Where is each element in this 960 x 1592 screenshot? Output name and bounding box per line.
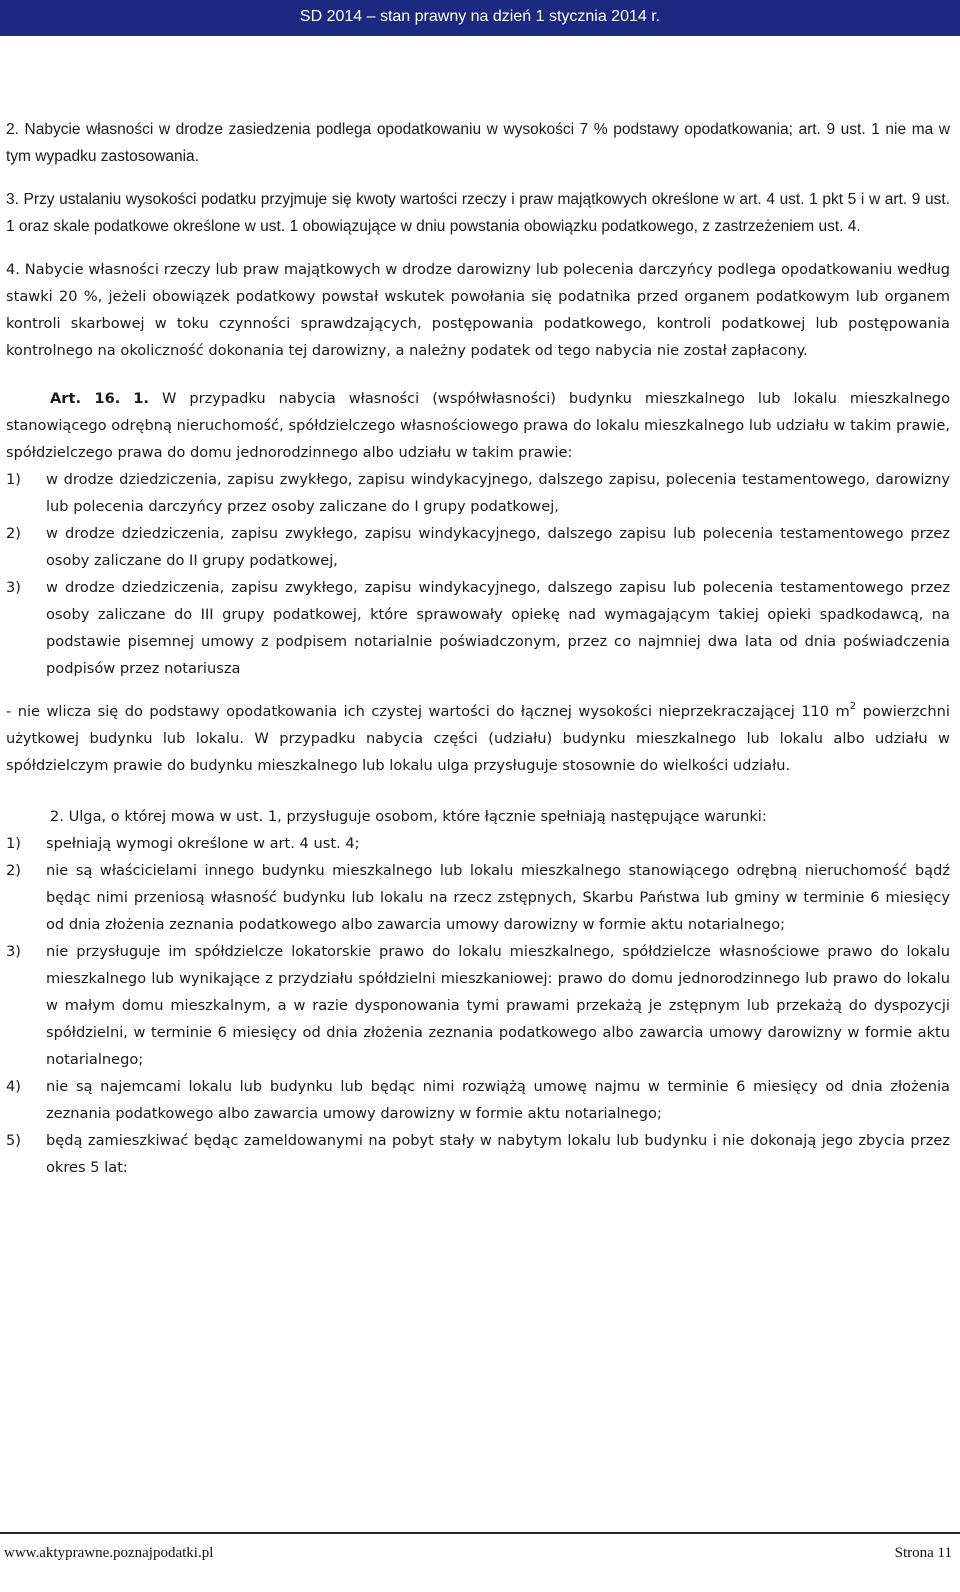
- dash-paragraph-end: powierzchni użytkowej budynku lub lokalu. W przypadku nabycia części (udziału) budynku mieszkalnego lub lokalu albo udziału w spółdzielczym prawie do budynku mieszkalnego lub lokalu ulga przysługuje stosownie do wielkości udziału.: [6, 703, 950, 774]
- dash-paragraph: [6, 698, 950, 779]
- paragraph-3: 3. Przy ustalaniu wysokości podatku przyjmuje się kwoty wartości rzeczy i praw majątkowych określone w art. 4 ust. 1 pkt 5 i w art. 9 ust. 1 oraz skale podatkowe określone w ust. 1 obowiązujące w dniu powstania obowiązku podatkowego, z zastrzeżeniem ust. 4.: [6, 191, 950, 235]
- paragraph-4-text: 4. Nabycie własności rzeczy lub praw majątkowych w drodze darowizny lub polecenia darczyńcy podlega opodatkowaniu według stawki 20 %, jeżeli obowiązek podatkowy powstał wskutek powołania się podatnika przed organem podatkowym lub organem kontroli skarbowej w toku czynności sprawdzających, postępowania podatkowego, kontroli podatkowej lub postępowania kontrolnego na okoliczność dokonania tej darowizny, a należny podatek od tego nabycia nie został zapłacony.: [6, 261, 950, 359]
- paragraph-2: 2. Nabycie własności w drodze zasiedzenia podlega opodatkowaniu w wysokości 7 % podstawy opodatkowania; art. 9 ust. 1 nie ma w tym wypadku zastosowania.: [6, 121, 950, 165]
- page-header-title: SD 2014 – stan prawny na dzień 1 stycznia 2014 r.: [299, 8, 661, 25]
- list-item: [6, 466, 950, 520]
- list-item: [6, 520, 950, 574]
- article-16: [6, 385, 950, 466]
- document-body: [6, 116, 950, 1181]
- footer-divider: [0, 1532, 960, 1534]
- list-item-number: 1): [6, 835, 21, 852]
- article-16-number: 1.: [133, 390, 149, 407]
- list-item-number: 3): [6, 943, 21, 960]
- list-item-text: w drodze dziedziczenia, zapisu zwykłego, zapisu windykacyjnego, dalszego zapisu lub polecenia testamentowego przez osoby zaliczane do III grupy podatkowej, które sprawowały opiekę nad wymagającym takiej opieki spadkodawcą, na podstawie pisemnej umowy z podpisem notarialnie poświadczonym, przez co najmniej dwa lata od dnia poświadczenia podpisów przez notariusza: [46, 579, 950, 677]
- list-item: [6, 857, 950, 938]
- footer-page-number: Strona 11: [894, 1545, 952, 1561]
- list-item-number: 2): [6, 525, 21, 542]
- list-item-text: nie przysługuje im spółdzielcze lokatorskie prawo do lokalu mieszkalnego, spółdzielcze własnościowe prawo do lokalu mieszkalnego lub wynikające z przydziału spółdzielni mieszkaniowej: prawo do domu jednorodzinnego lub prawo do lokalu w małym domu mieszkalnym, a w razie dysponowania tymi prawami przekażą je zstępnym lub przekażą do dyspozycji spółdzielni, w terminie 6 miesięcy od dnia złożenia zeznania podatkowego albo zawarcia umowy darowizny w formie aktu notarialnego;: [46, 943, 950, 1068]
- list-item: [6, 938, 950, 1073]
- article-16-text: W przypadku nabycia własności (współwłasności) budynku mieszkalnego lub lokalu mieszkalnego stanowiącego odrębną nieruchomość, spółdzielczego własnościowego prawa do lokalu mieszkalnego lub udziału w takim prawie, spółdzielczego prawa do domu jednorodzinnego albo udziału w takim prawie:: [6, 390, 951, 461]
- superscript-2: 2: [849, 701, 857, 712]
- list-item-number: 1): [6, 471, 21, 488]
- paragraph-4: [6, 256, 950, 364]
- list-item-text: nie są najemcami lokalu lub budynku lub będąc nimi rozwiążą umowę najmu w terminie 6 miesięcy od dnia złożenia zeznania podatkowego albo zawarcia umowy darowizny w formie aktu notarialnego;: [46, 1078, 950, 1122]
- list-item: [6, 1073, 950, 1127]
- list-item-text: spełniają wymogi określone w art. 4 ust. 4;: [46, 835, 360, 852]
- list-acquisition-modes: [6, 466, 950, 682]
- list-item-text: będą zamieszkiwać będąc zameldowanymi na pobyt stały w nabytym lokalu lub budynku i nie dokonają jego zbycia przez okres 5 lat:: [46, 1132, 950, 1176]
- list-item-text: nie są właścicielami innego budynku mieszkalnego lub lokalu mieszkalnego stanowiącego odrębną nieruchomość bądź będąc nimi przeniosą własność budynku lub lokalu na rzecz zstępnych, Skarbu Państwa lub gminy w terminie 6 miesięcy od dnia złożenia zeznania podatkowego albo zawarcia umowy darowizny w formie aktu notarialnego;: [46, 862, 950, 933]
- list-item-text: w drodze dziedziczenia, zapisu zwykłego, zapisu windykacyjnego, dalszego zapisu, polecenia testamentowego, darowizny lub polecenia darczyńcy przez osoby zaliczane do I grupy podatkowej,: [46, 471, 950, 515]
- list-conditions: [6, 830, 950, 1181]
- paragraph-ulga: 2. Ulga, o której mowa w ust. 1, przysługuje osobom, które łącznie spełniają następujące warunki:: [50, 808, 767, 825]
- list-item-text: w drodze dziedziczenia, zapisu zwykłego, zapisu windykacyjnego, dalszego zapisu lub polecenia testamentowego przez osoby zaliczane do II grupy podatkowej,: [46, 525, 950, 569]
- list-item: [6, 1127, 950, 1181]
- dash-paragraph-start: - nie wlicza się do podstawy opodatkowania ich czystej wartości do łącznej wysokości nieprzekraczającej 110 m: [6, 703, 850, 720]
- list-item-number: 3): [6, 579, 21, 596]
- article-16-label: Art. 16.: [50, 390, 121, 407]
- list-item: [6, 574, 950, 682]
- footer-website-link[interactable]: www.aktyprawne.poznajpodatki.pl: [4, 1545, 214, 1561]
- list-item: [6, 830, 950, 857]
- list-item-number: 5): [6, 1132, 21, 1149]
- list-item-number: 4): [6, 1078, 21, 1095]
- list-item-number: 2): [6, 862, 21, 879]
